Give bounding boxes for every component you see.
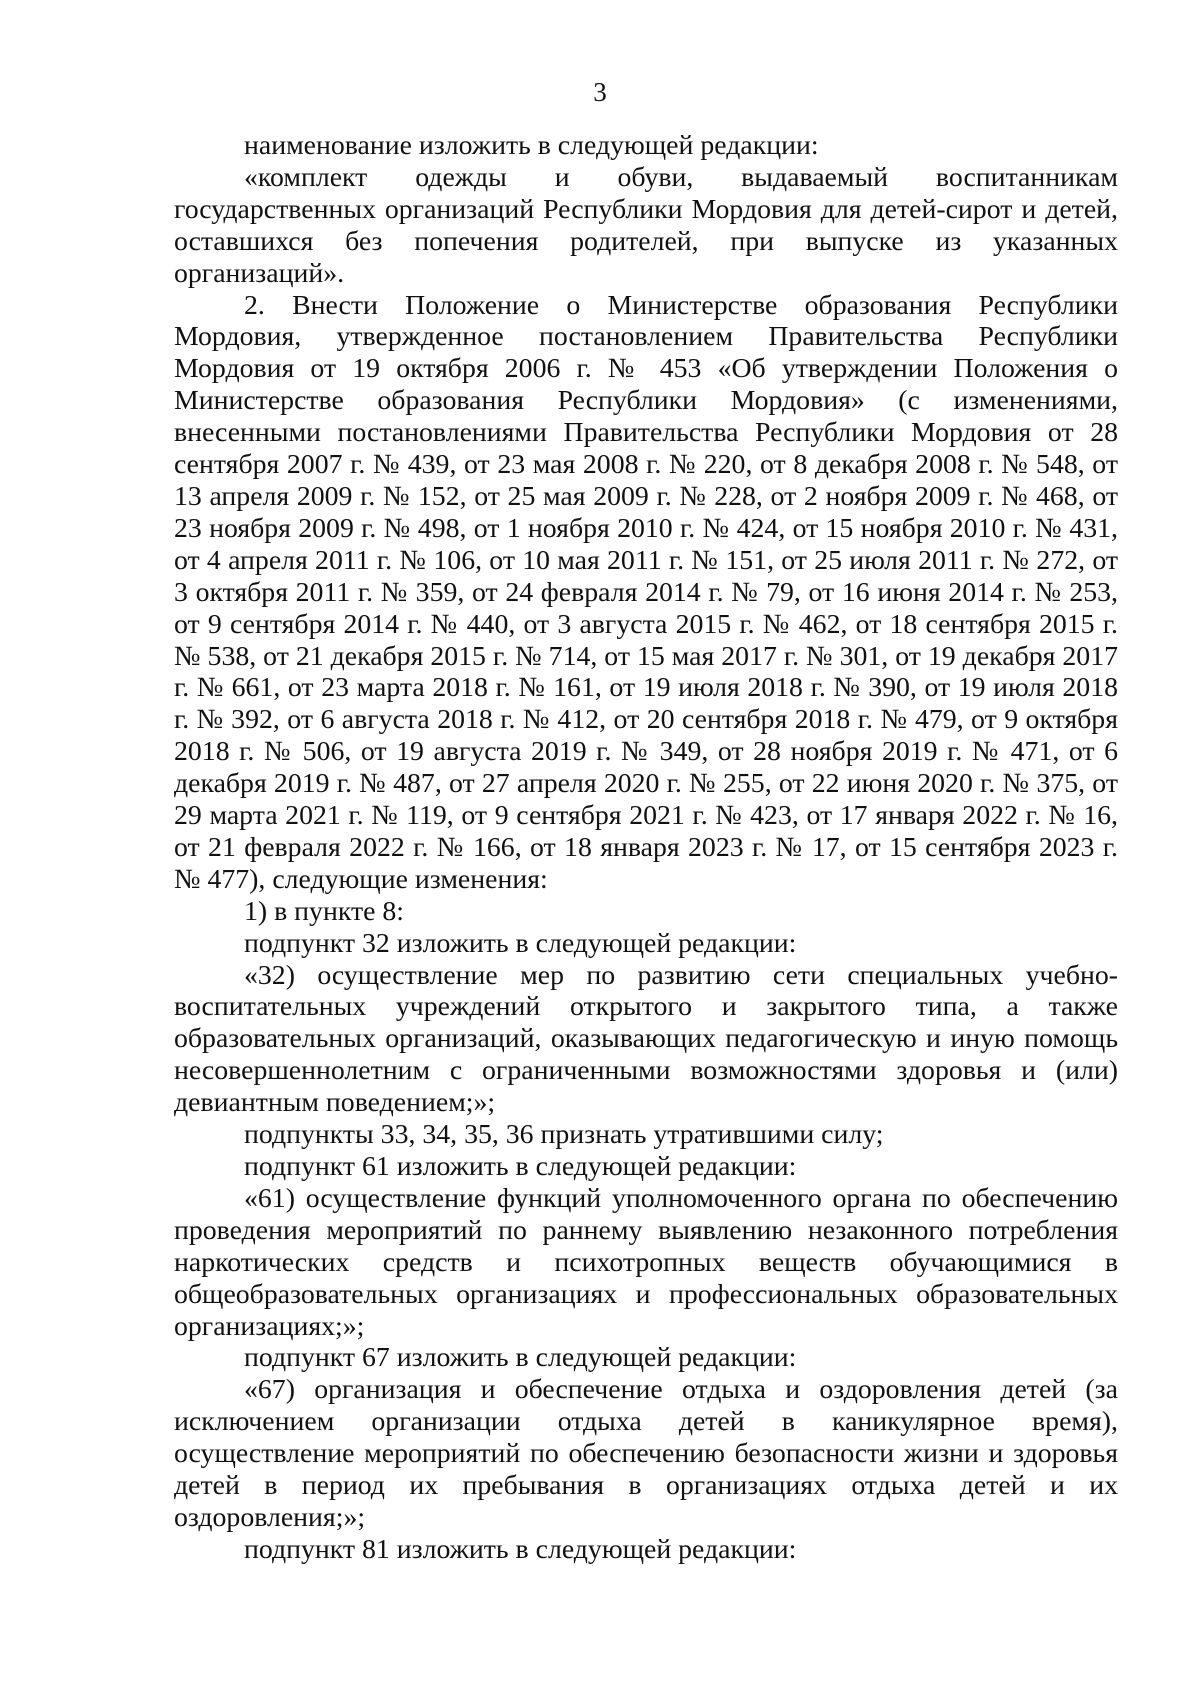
paragraph-subitem-61-instruction: подпункт 61 изложить в следующей редакции: (244, 1151, 797, 1182)
paragraph-item-8: 1) в пункте 8: (244, 895, 405, 927)
paragraph-clothing-kit: «комплект одежды и обуви, выдаваемый воспитанникам государственных организаций Республики Мордовия для детей-сирот и детей, оставшихся без попечения родителей, при выпуске из указанных организаций». (174, 161, 1118, 289)
paragraph-naming-instruction: наименование изложить в следующей редакции: (244, 130, 819, 161)
paragraph-subitem-81-instruction: подпункт 81 изложить в следующей редакции: (244, 1533, 797, 1565)
paragraph-subitem-61-text: «61) осуществление функций уполномоченного органа по обеспечению проведения мероприятий по раннему выявлению незаконного потребления наркотических средств и психотропных веществ обучающимися в общеобразовательных организациях и профессиональных образовательных организациях;»; (174, 1182, 1118, 1342)
paragraph-subitems-repealed: подпункты 33, 34, 35, 36 признать утратившими силу; (244, 1119, 884, 1151)
paragraph-subitem-67-text: «67) организация и обеспечение отдыха и оздоровления детей (за исключением организации отдыха детей в каникулярное время), осуществление мероприятий по обеспечению безопасности жизни и здоровья детей в период их пребывания в организациях отдыха детей и их оздоровления;»; (174, 1374, 1118, 1533)
paragraph-subitem-67-instruction: подпункт 67 изложить в следующей редакции: (244, 1342, 797, 1374)
document-body (174, 130, 1118, 1566)
page-number: 3 (593, 77, 607, 107)
paragraph-subitem-32-instruction: подпункт 32 изложить в следующей редакции: (244, 927, 797, 959)
paragraph-subitem-32-text: «32) осуществление мер по развитию сети специальных учебно-воспитательных учреждений открытого и закрытого типа, а также образовательных организаций, оказывающих педагогическую и иную помощь несовершеннолетним с ограниченными возможностями здоровья и (или) девиантным поведением;»; (174, 959, 1118, 1119)
paragraph-amend-regulation: 2. Внести Положение о Министерстве образования Республики Мордовия, утвержденное постановлением Правительства Республики Мордовия от 19 октября 2006 г. № 453 «Об утверждении Положения о Министерстве образования Республики Мордовия» (с изменениями, внесенными постановлениями Правительства Республики Мордовия от 28 сентября 2007 г. № 439, от 23 мая 2008 г. № 220, от 8 декабря 2008 г. № 548, от 13 апреля 2009 г. № 152, от 25 мая 2009 г. № 228, от 2 ноября 2009 г. № 468, от 23 ноября 2009 г. № 498, от 1 ноября 2010 г. № 424, от 15 ноября 2010 г. № 431, от 4 апреля 2011 г. № 106, от 10 мая 2011 г. № 151, от 25 июля 2011 г. № 272, от 3 октября 2011 г. № 359, от 24 февраля 2014 г. № 79, от 16 июня 2014 г. № 253, от 9 сентября 2014 г. № 440, от 3 августа 2015 г. № 462, от 18 сентября 2015 г. № 538, от 21 декабря 2015 г. № 714, от 15 мая 2017 г. № 301, от 19 декабря 2017 г. № 661, от 23 марта 2018 г. № 161, от 19 июля 2018 г. № 390, от 19 июля 2018 г. № 392, от 6 августа 2018 г. № 412, от 20 сентября 2018 г. № 479, от 9 октября 2018 г. № 506, от 19 августа 2019 г. № 349, от 28 ноября 2019 г. № 471, от 6 декабря 2019 г. № 487, от 27 апреля 2020 г. № 255, от 22 июня 2020 г. № 375, от 29 марта 2021 г. № 119, от 9 сентября 2021 г. № 423, от 17 января 2022 г. № 16, от 21 февраля 2022 г. № 166, от 18 января 2023 г. № 17, от 15 сентября 2023 г. № 477), следующие изменения: (174, 289, 1118, 895)
